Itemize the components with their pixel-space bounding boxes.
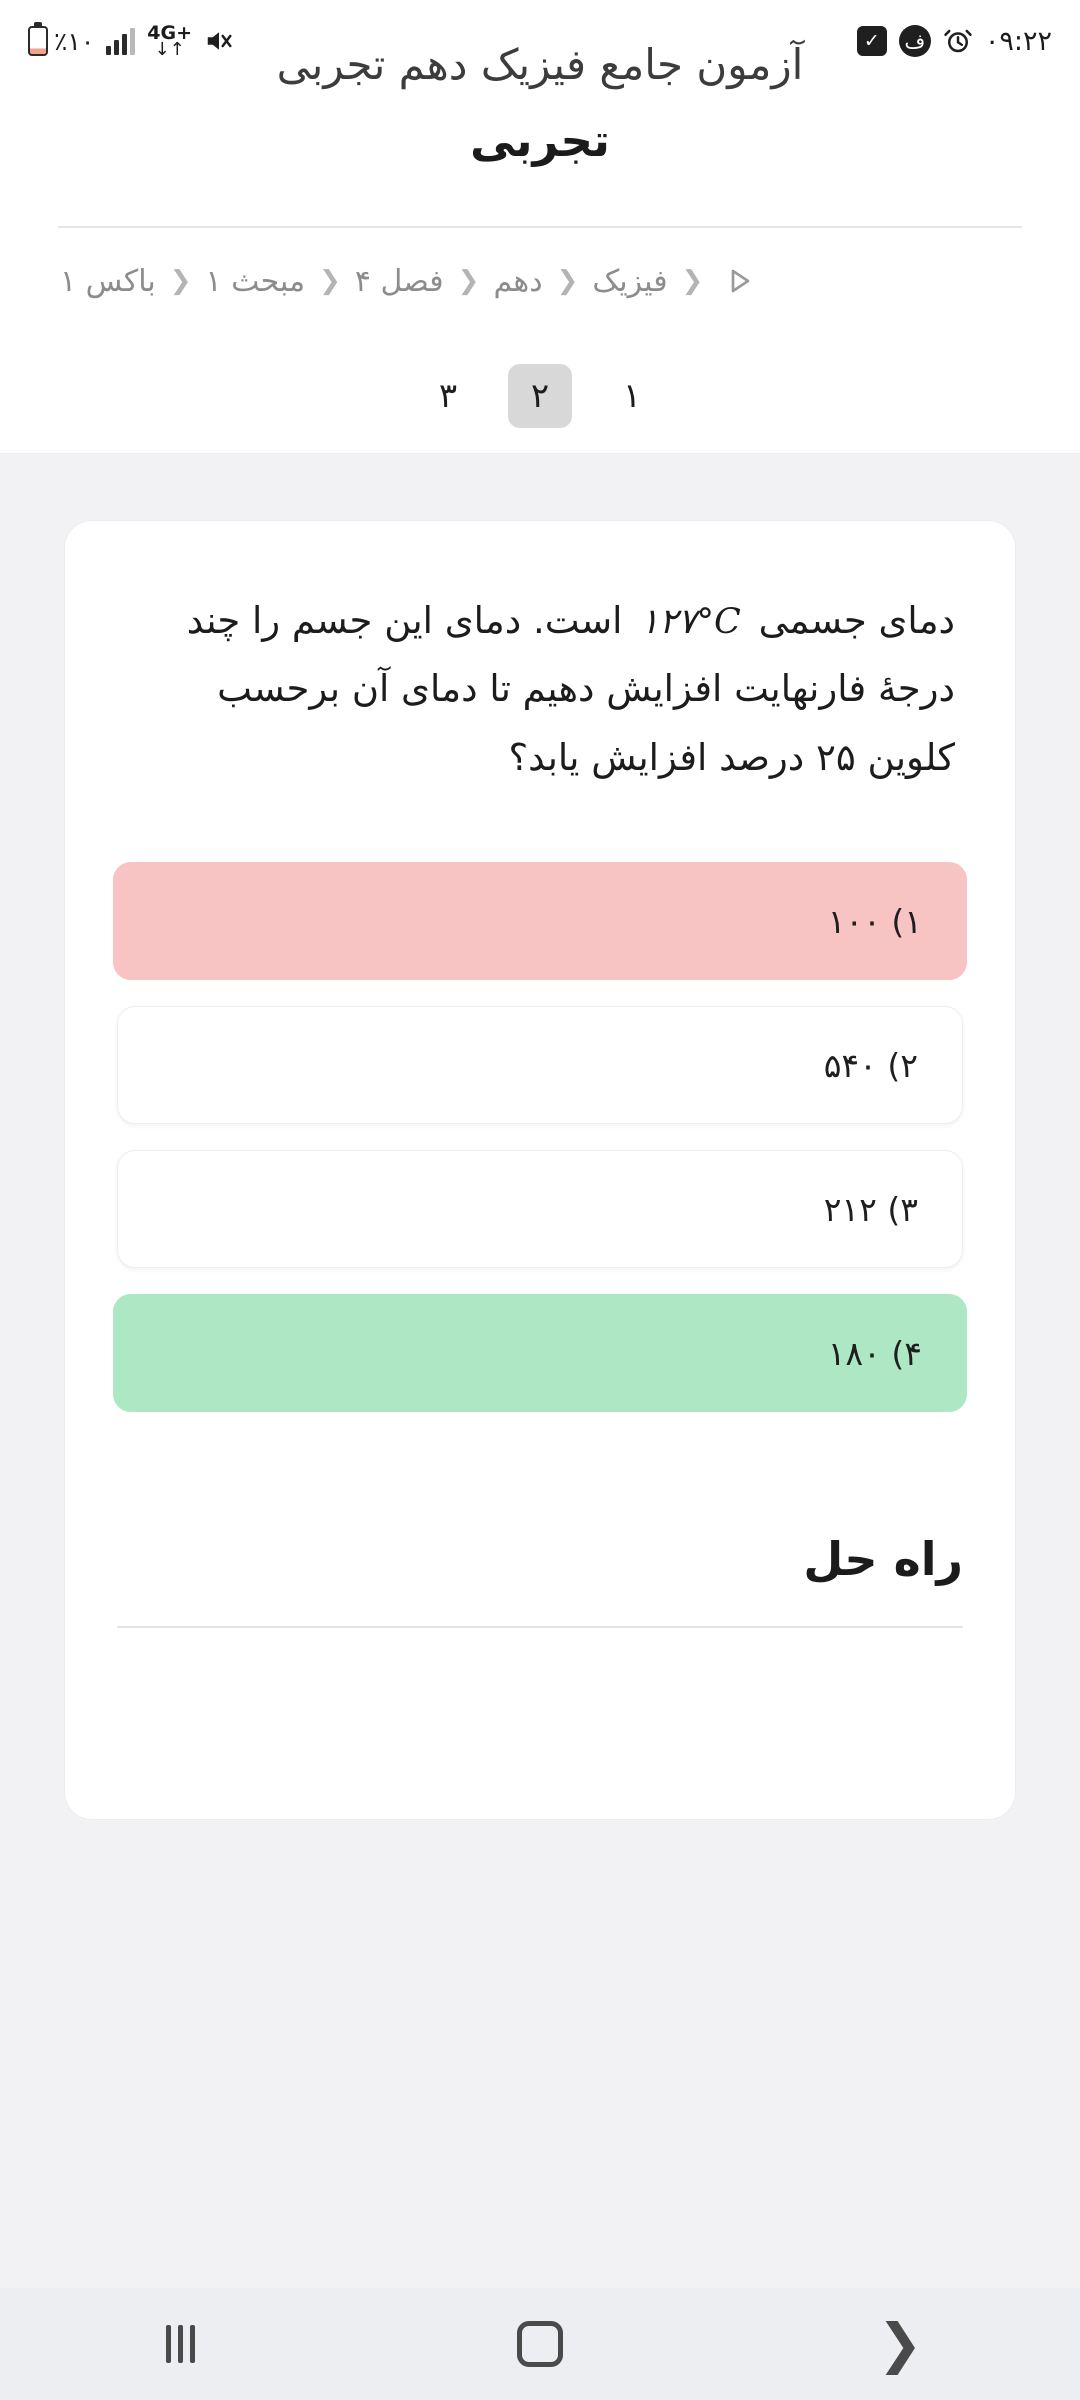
recents-icon [166,2325,195,2363]
option-4[interactable]: ۴) ۱۸۰ [113,1294,967,1412]
breadcrumb-item-subject[interactable]: فیزیک [592,263,668,299]
system-navigation-bar [0,2288,1080,2400]
network-type-label: 4G+ [147,21,193,44]
question-text-after: است. دمای این جسم را چند درجهٔ فارنهایت افزایش دهیم تا دمای آن برحسب کلوین ۲۵ درصد افزایش یابد؟ [186,599,955,779]
question-math-expression: ۱۲۷°C [640,602,741,642]
home-button[interactable] [480,2288,600,2400]
option-1[interactable]: ۱) ۱۰۰ [113,862,967,980]
pager-item-1[interactable]: ۱ [622,375,642,416]
breadcrumb-separator: ❮ [457,266,480,296]
status-clock: ۰۹:۲۲ [984,25,1052,57]
question-text [117,587,963,792]
question-pager [0,338,1080,454]
breadcrumb-separator: ❮ [169,266,192,296]
solution-heading: راه حل [803,1532,963,1587]
back-icon: ❯ [877,2312,923,2375]
question-text-before: دمای جسمی [758,599,955,642]
back-button[interactable] [840,2288,960,2400]
breadcrumb-item-grade[interactable]: دهم [493,263,543,299]
breadcrumb-item-box[interactable]: باکس ۱ [60,263,156,299]
network-arrows-icon: ↓↑ [154,38,185,60]
checkbox-icon: ✓ [857,26,887,56]
breadcrumb-item-chapter[interactable]: فصل ۴ [354,263,444,299]
facebook-badge-icon: ف [899,25,931,57]
play-outline-icon[interactable] [717,260,759,302]
battery-percent-label: ٪۱۰ [54,26,95,56]
question-card [64,520,1016,1820]
breadcrumb [0,228,1080,338]
content-area [0,454,1080,2400]
breadcrumb-separator: ❮ [319,266,341,296]
option-2[interactable]: ۲) ۵۴۰ [117,1006,963,1124]
page-title-scrolled: آزمون جامع فیزیک دهم تجربی [276,40,804,89]
option-3[interactable]: ۳) ۲۱۲ [117,1150,963,1268]
answer-options [117,862,963,1412]
recents-button[interactable] [120,2288,240,2400]
pager-item-3[interactable]: ۳ [438,375,458,416]
home-icon [517,2321,563,2367]
page-title: تجربی [470,114,610,167]
solution-divider [117,1626,963,1628]
breadcrumb-separator: ❮ [556,266,579,296]
breadcrumb-separator: ❮ [681,266,704,296]
pager-item-2[interactable]: ۲ [508,364,572,428]
breadcrumb-item-topic[interactable]: مبحث ۱ [205,263,306,299]
